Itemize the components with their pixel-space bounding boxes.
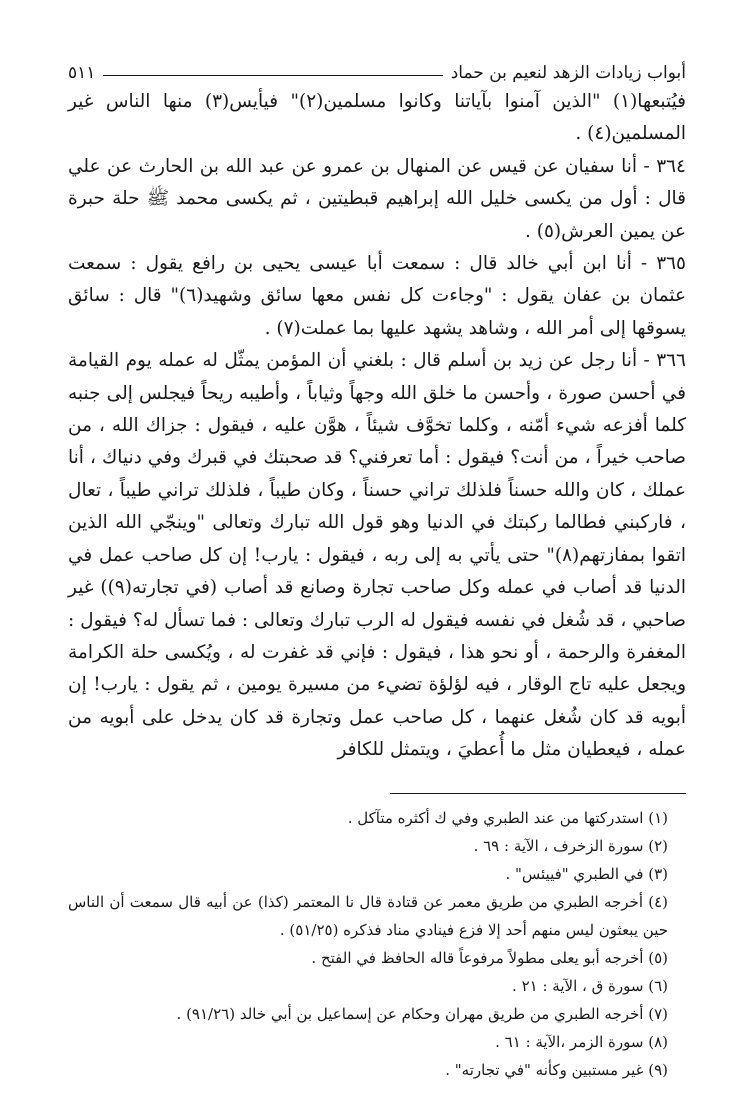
- main-text: [68, 86, 686, 767]
- running-title: أبواب زيادات الزهد لنعيم بن حماد: [450, 63, 686, 83]
- paragraph-continuation: فيُتبعها(١) "الذين آمنوا بآياتنا وكانوا مسلمين(٢)" فيأيس(٣) منها الناس غير المسلمين(٤) .: [68, 91, 686, 145]
- running-header: [68, 58, 686, 84]
- footnote-7: (٧) أخرجه الطبري من طريق مهران وحكام عن إسماعيل بن أبي خالد (٩١/٢٦) .: [176, 1004, 668, 1023]
- page-number: ٥١١: [68, 63, 96, 83]
- paragraph-365: ٣٦٥ - أنا ابن أبي خالد قال : سمعت أبا عيسى يحيى بن رافع يقول : سمعت عثمان بن عفان يقول : "وجاءت كل نفس معها سائق وشهيد(٦)" قال : سائق يسوقها إلى أمر الله ، وشاهد يشهد عليها بما عملت(٧) .: [68, 253, 686, 339]
- book-page: [68, 58, 686, 1088]
- footnote-9: (٩) غير مستبين وكأنه "في تجارته" .: [445, 1060, 668, 1079]
- footnote-4: (٤) أخرجه الطبري من طريق معمر عن قتادة قال نا المعتمر (كذا) عن أبيه قال سمعت أن الناس حين يبعثون ليس منهم أحد إلا فزع فينادي مناد فذكره (٥١/٢٥) .: [68, 892, 668, 939]
- footnote-3: (٣) في الطبري "فييئس" .: [505, 864, 668, 883]
- header-rule: [103, 75, 442, 76]
- footnote-5: (٥) أخرجه أبو يعلى مطولاً مرفوعاً قاله الحافظ في الفتح .: [311, 948, 668, 967]
- footnote-6: (٦) سورة ق ، الآية : ٢١ .: [512, 976, 668, 995]
- footnotes: [68, 804, 686, 1084]
- footnote-2: (٢) سورة الزخرف ، الآية : ٦٩ .: [473, 836, 668, 855]
- footnote-rule: [390, 793, 686, 794]
- footnote-8: (٨) سورة الزمر ،الآية : ٦١ .: [495, 1032, 668, 1051]
- paragraph-366: ٣٦٦ - أنا رجل عن زيد بن أسلم قال : بلغني أن المؤمن يمثّل له عمله يوم القيامة في أحسن صورة ، وأحسن ما خلق الله وجهاً وثياباً ، وأطيبه ريحاً فيجلس إلى جنبه كلما أفزعه شيء أمّنه ، وكلما تخوَّف شيئاً ، هوَّن عليه ، فيقول : جزاك الله ، من صاحب خيراً ، من أنت؟ فيقول : أما تعرفني؟ قد صحبتك في قبرك وفي دنياك ، أنا عملك ، كان والله حسناً فلذلك تراني حسناً ، وكان طيباً ، فلذلك تراني طيباً ، تعال ، فاركبني فطالما ركبتك في الدنيا وهو قول الله تبارك وتعالى "وينجّي الله الذين اتقوا بمفازتهم(٨)" حتى يأتي به إلى ربه ، فيقول : يارب! إن كل صاحب عمل في الدنيا قد أصاب في عمله وكل صاحب تجارة وصانع قد أصاب (في تجارته(٩)) غير صاحبي ، قد شُغل في نفسه فيقول له الرب تبارك وتعالى : فما تسأل له؟ فيقول : المغفرة والرحمة ، أو نحو هذا ، فيقول : فإني قد غفرت له ، ويُكسى حلة الكرامة ويجعل عليه تاج الوقار ، فيه لؤلؤة تضيء من مسيرة يومين ، ثم يقول : يارب! إن أبويه قد كان شُغل عنهما ، كل صاحب عمل وتجارة قد كان يدخل على أبويه من عمله ، فيعطيان مثل ما أُعطيَ ، ويتمثل للكافر: [68, 350, 686, 761]
- paragraph-364: ٣٦٤ - أنا سفيان عن قيس عن المنهال بن عمرو عن عبد الله بن الحارث عن علي قال : أول من يكسى خليل الله إبراهيم قبطيتين ، ثم يكسى محمد ﷺ حلة حبرة عن يمين العرش(٥) .: [68, 155, 686, 242]
- footnote-1: (١) استدركتها من عند الطبري وفي ك أكثره متآكل .: [347, 808, 668, 827]
